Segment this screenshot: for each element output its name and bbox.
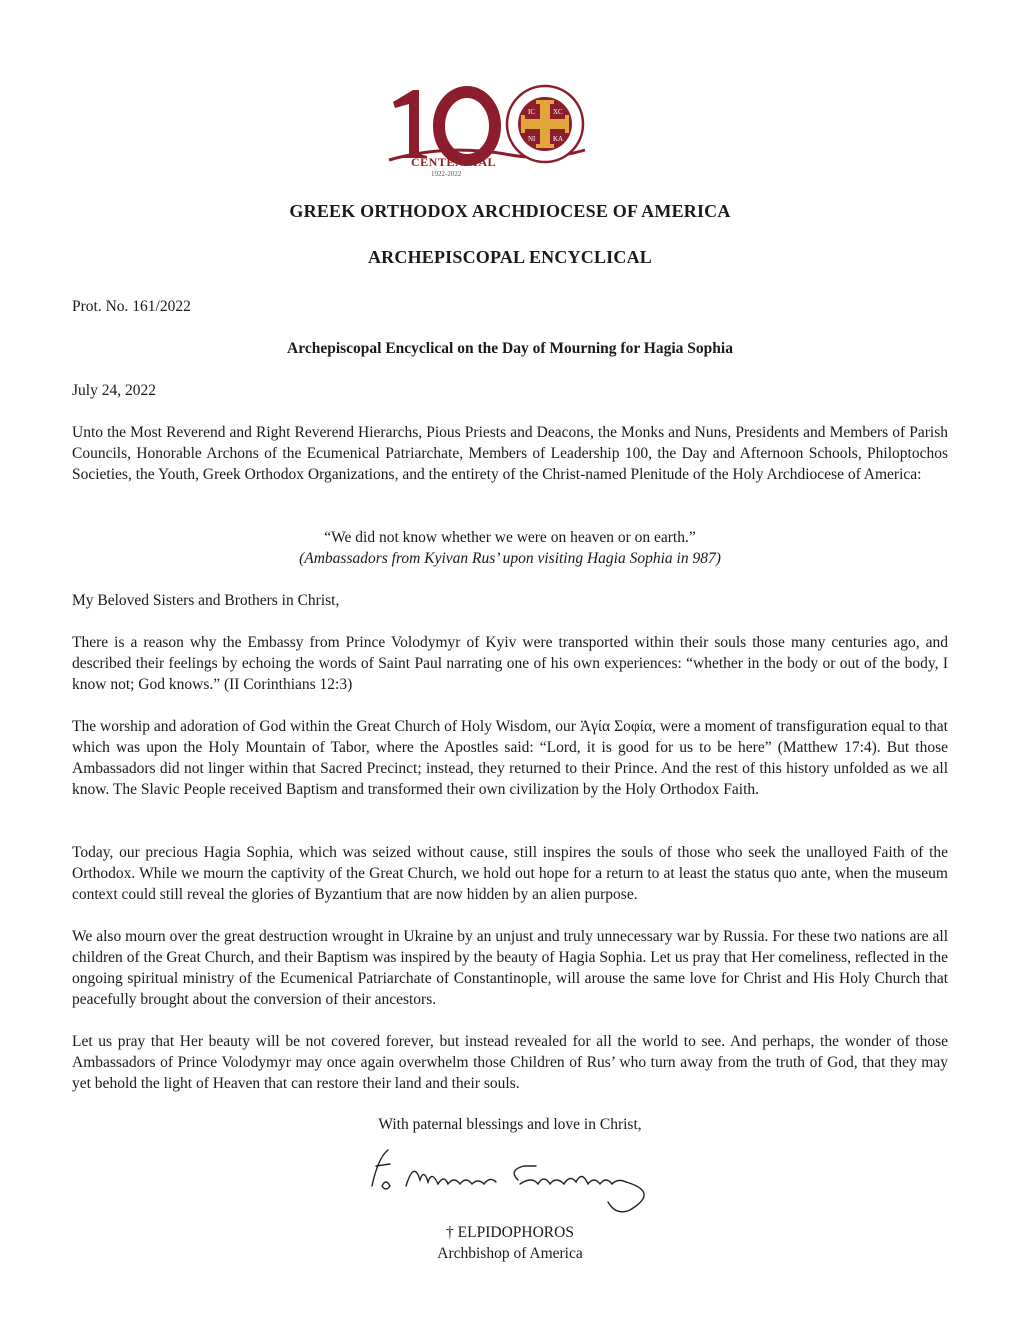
body-paragraph: There is a reason why the Embassy from Prince Volodymyr of Kyiv were transported within their souls those many centuries ago, and described their feelings by echoing the words of Saint Paul narrating one of his own experiences: “whether in the body or out of the body, I know not; God knows.” (II Corinthians 12:3)	[72, 634, 948, 693]
logo-seal	[507, 86, 583, 162]
epigraph	[0, 527, 1020, 569]
body-paragraph: Today, our precious Hagia Sophia, which was seized without cause, still inspires the souls of those who seek the unalloyed Faith of the Orthodox. While we mourn the captivity of the Great Church, we hold out hope for a return to at least the status quo ante, when the museum context could still reveal the glories of Byzantium that are now hidden by an alien purpose.	[72, 844, 948, 903]
svg-text:NI: NI	[528, 135, 536, 143]
signer-block	[300, 1222, 720, 1264]
organization-name: GREEK ORTHODOX ARCHDIOCESE OF AMERICA	[289, 201, 731, 221]
salutation: My Beloved Sisters and Brothers in Christ,	[72, 592, 340, 609]
subject-line: Archepiscopal Encyclical on the Day of Mourning for Hagia Sophia	[287, 340, 733, 357]
signer-title: Archbishop of America	[437, 1245, 583, 1262]
epigraph-quote: “We did not know whether we were on heaven or on earth.”	[324, 529, 696, 546]
protocol-number: Prot. No. 161/2022	[72, 298, 191, 315]
signer-name: † ELPIDOPHOROS	[446, 1224, 574, 1241]
body-paragraph: The worship and adoration of God within the Great Church of Holy Wisdom, our Ἁγία Σοφία, were a moment of transfiguration equal to that which was upon the Holy Mountain of Tabor, where the Apostles said: “Lord, it is good for us to be here” (Matthew 17:4). But those Ambassadors did not linger within that Sacred Precinct; instead, they returned to their Prince. And the rest of this history unfolded as we all know. The Slavic People received Baptism and transformed their own civilization by the Holy Orthodox Faith.	[72, 718, 948, 798]
closing-line: With paternal blessings and love in Christ,	[378, 1116, 642, 1133]
handwritten-signature	[368, 1140, 668, 1220]
epigraph-source: (Ambassadors from Kyivan Rus’ upon visiting Hagia Sophia in 987)	[299, 550, 721, 567]
body-paragraph: Let us pray that Her beauty will be not covered forever, but instead revealed for all the world to see. And perhaps, the wonder of those Ambassadors of Prince Volodymyr may once again overwhelm those Children of Rus’ who turn away from the truth of God, that they may yet behold the light of Heaven that can restore their land and their souls.	[72, 1033, 948, 1092]
svg-text:XC: XC	[553, 108, 563, 116]
svg-text:KA: KA	[553, 135, 564, 143]
logo-years: 1922-2022	[431, 170, 462, 178]
centennial-logo	[385, 84, 615, 184]
logo-centennial-label: CENTENNIAL	[411, 155, 497, 169]
body-paragraph: We also mourn over the great destruction wrought in Ukraine by an unjust and truly unnecessary war by Russia. For these two nations are all children of the Great Church, and their Baptism was inspired by the beauty of Hagia Sophia. Let us pray that Her comeliness, reflected in the ongoing spiritual ministry of the Ecumenical Patriarchate of Constantinople, will arouse the same love for Christ and His Holy Church that peacefully brought about the conversion of their ancestors.	[72, 928, 948, 1008]
document-type: ARCHEPISCOPAL ENCYCLICAL	[367, 247, 652, 267]
document-date: July 24, 2022	[72, 382, 156, 399]
logo-numeral-one	[393, 90, 427, 158]
address-paragraph: Unto the Most Reverend and Right Reverend Hierarchs, Pious Priests and Deacons, the Monks and Nuns, Presidents and Members of Parish Councils, Honorable Archons of the Ecumenical Patriarchate, Members of Leadership 100, the Day and Afternoon Schools, Philoptochos Societies, the Youth, Greek Orthodox Organizations, and the entirety of the Christ-named Plenitude of the Holy Archdiocese of America:	[72, 424, 948, 483]
svg-text:IC: IC	[528, 108, 535, 116]
